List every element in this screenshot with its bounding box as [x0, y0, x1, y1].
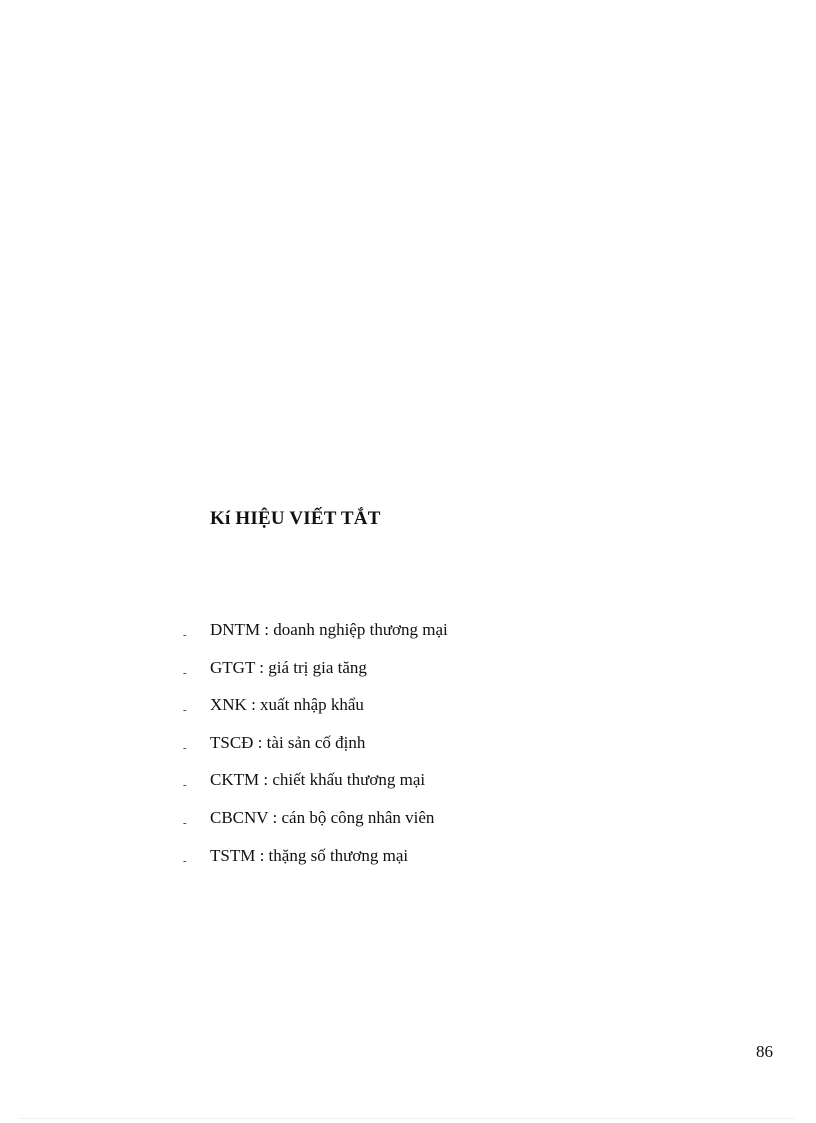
abbreviation-entry: TSTM : thặng số thương mại [210, 845, 409, 865]
page-bottom-divider [20, 1118, 796, 1119]
abbreviation-entry: DNTM : doanh nghiệp thương mại [210, 620, 448, 639]
bullet-icon: - [183, 629, 187, 641]
bullet-icon: - [183, 816, 187, 829]
abbreviation-entry: TSCĐ : tài sản cố định [210, 732, 366, 752]
abbreviation-entry: XNK : xuất nhập khẩu [210, 695, 364, 715]
bullet-icon: - [183, 666, 187, 679]
abbreviation-entry: GTGT : giá trị gia tăng [210, 657, 367, 677]
abbreviation-entry: CKTM : chiết khấu thương mại [210, 770, 426, 790]
abbreviation-entry: CBCNV : cán bộ công nhân viên [210, 807, 435, 827]
page-title: Kí HIỆU VIẾT TẮT [210, 508, 381, 529]
bullet-icon: - [183, 704, 187, 717]
bullet-icon: - [183, 854, 187, 867]
page-number: 86 [756, 1042, 773, 1061]
bullet-icon: - [183, 779, 187, 792]
bullet-icon: - [183, 741, 187, 754]
